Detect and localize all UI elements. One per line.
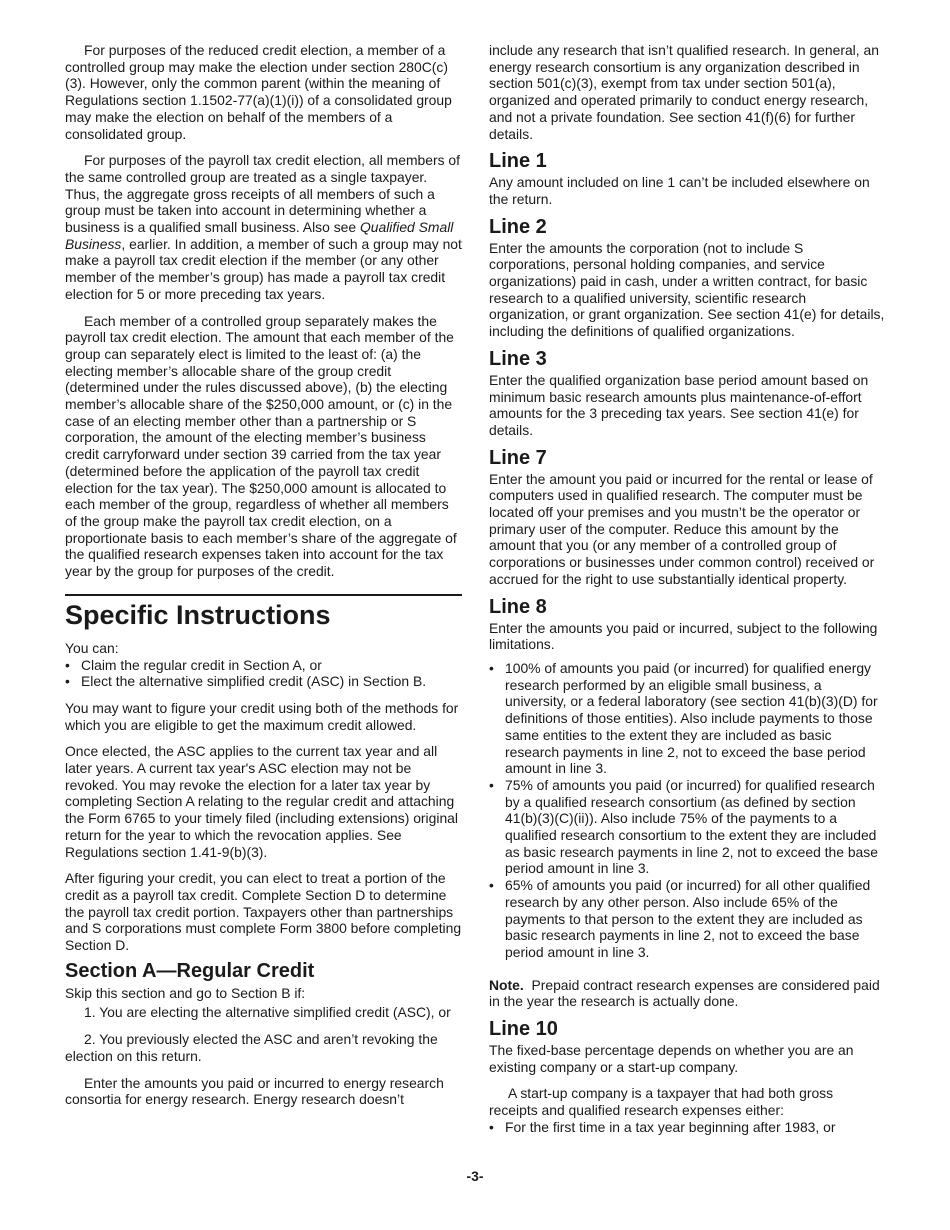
line-2-text: Enter the amounts the corporation (not to include S corporations, personal holding companies, and service organizations) paid in cash, under a written contract, for basic research to a qualified university, scientific research organization, or grant organization. See section 41(e) for details, including the definitions of qualified organizations. (489, 239, 885, 340)
line-10-text: The fixed-base percentage depends on whether you are an existing company or a start-up company. (489, 1042, 854, 1075)
paragraph-both-methods: You may want to figure your credit using both of the methods for which you are eligible to get the maximum credit allowed. (65, 699, 459, 733)
note-label: Note. (489, 976, 524, 993)
line-10-heading: Line 10 (489, 1018, 558, 1041)
list-item: • 75% of amounts you paid (or incurred) for qualified research by a qualified research consortium (as defined by section 41(b)(3)(C)(ii)). Also include 75% of the payments to a qualified research consortium to the extent they are included as basic research payments in line 2, not to exceed the base period amount in line 3. (489, 776, 878, 877)
list-item: • For the first time in a tax year beginning after 1983, or (489, 1118, 836, 1135)
line-8-text: Enter the amounts you paid or incurred, subject to the following limitations. (489, 619, 878, 653)
paragraph-asc-election: Once elected, the ASC applies to the current tax year and all later years. A current tax year's ASC election may not be revoked. You may revoke the election for a later tax year by completing Section A relating to the regular credit and attaching the Form 6765 to your timely filed (including extensions) original return for the year to which the revocation applies. See Regulations section 1.41-9(b)(3). (65, 743, 458, 860)
list-item: • 100% of amounts you paid (or incurred) for qualified energy research performed by an eligible small business, a university, or a federal laboratory (see section 41(b)(3)(D) for definitions of those entities). Also include payments to those same entities to the extent they are included as basic research payments in line 2, not to exceed the base period amount in line 3. (489, 659, 878, 777)
line-8-heading: Line 8 (489, 595, 547, 618)
numbered-item-2: 2. You previously elected the ASC and aren’t revoking the election on this return. (65, 1031, 438, 1064)
you-can-label: You can: (65, 639, 119, 656)
paragraph-reduced-credit: For purposes of the reduced credit election, a member of a controlled group may make the election under section 280C(c)(3). However, only the common parent (within the meaning of Regulations section 1.1502-77(a)(1)(i)) of a consolidated group may make the election on behalf of the members of a consolidated group. (65, 42, 452, 142)
section-a-heading: Section A—Regular Credit (65, 959, 315, 982)
paragraph-energy-research: include any research that isn’t qualified research. In general, an energy research consortium is any organization described in section 501(c)(3), exempt from tax under section 501(a), organized and operated primarily to conduct energy research, and not a private foundation. See section 41(f)(6) for further details. (489, 42, 879, 142)
paragraph-controlled-group: Each member of a controlled group separately makes the payroll tax credit election. The amount that each member of the group can separately elect is limited to the least of: (a) the electing member’s allocable share of the group credit (determined under the rules discussed above), (b) the electing member’s allocable share of the $250,000 amount, or (c) in the case of an electing member other than a partnership or S corporation, the amount of the electing member’s business credit carryforward under section 39 carried from the tax year (determined before the application of the payroll tax credit election for the tax year). The $250,000 amount is allocated to each member of the group, regardless of whether all members of the group make the payroll tax credit election, on a proportionate basis to each member’s share of the aggregate of the qualified research expenses taken into account for the tax year by the group for purposes of the credit. (65, 312, 457, 580)
list-item: • 65% of amounts you paid (or incurred) for all other qualified research by any other person. Also include 65% of the payments to that person to the extent they are included as basic research payments in line 2, not to exceed the base period amount in line 3. (489, 877, 871, 960)
line-3-heading: Line 3 (489, 347, 547, 370)
paragraph-payroll-portion: After figuring your credit, you can elect to treat a portion of the credit as a payroll tax credit. Complete Section D to determine the payroll tax credit portion. Taxpayers other than partnerships and S corporations must complete Form 3800 before completing Section D. (65, 870, 462, 954)
line-1-heading: Line 1 (489, 150, 547, 173)
skip-instruction: Skip this section and go to Section B if: (65, 984, 306, 1001)
line-2-heading: Line 2 (489, 215, 547, 238)
paragraph-payroll-election: For purposes of the payroll tax credit election, all members of the same controlled group are treated as a single taxpayer. Thus, the aggregate gross receipts of all members of such a group must be taken into account in determining whether a business is a qualified small business. Also see Qualified Small Business, earlier. In addition, a member of such a group may not make a payroll tax credit election if the member (or any other member of the member’s group) has made a payroll tax credit election for 5 or more preceding tax years. (65, 152, 462, 302)
right-column (489, 42, 885, 1136)
line-7-text: Enter the amount you paid or incurred for the rental or lease of computers used in qualified research. The computer must be located off your premises and you mustn’t be the operator or primary user of the computer. Reduce this amount by the amount that you (or any member of a controlled group of corporations or businesses under common control) received or accrued for the right to use substantially identical property. (489, 470, 875, 587)
qualified-small-business-ref: Qualified Small Business (65, 219, 454, 252)
paragraph-energy-consortia: Enter the amounts you paid or incurred to energy research consortia for energy research. Energy research doesn’t (65, 1074, 444, 1108)
left-column (65, 42, 462, 1118)
note: Note. Prepaid contract research expenses are considered paid in the year the research is actually done. (489, 976, 880, 1010)
line-7-heading: Line 7 (489, 446, 547, 469)
line-1-text: Any amount included on line 1 can’t be included elsewhere on the return. (489, 174, 870, 207)
paragraph-startup: A start-up company is a taxpayer that had both gross receipts and qualified research expenses either: (489, 1085, 834, 1119)
list-item: • Elect the alternative simplified credit (ASC) in Section B. (65, 673, 427, 690)
line-3-text: Enter the qualified organization base period amount based on minimum basic research amounts plus maintenance-of-effort amounts for the 3 preceding tax years. See section 41(e) for details. (489, 371, 869, 438)
page-number: -3- (466, 1168, 484, 1184)
specific-instructions-heading: Specific Instructions (65, 594, 462, 631)
list-item: • Claim the regular credit in Section A, or (65, 656, 322, 673)
numbered-item-1: 1. You are electing the alternative simplified credit (ASC), or (84, 1004, 451, 1021)
